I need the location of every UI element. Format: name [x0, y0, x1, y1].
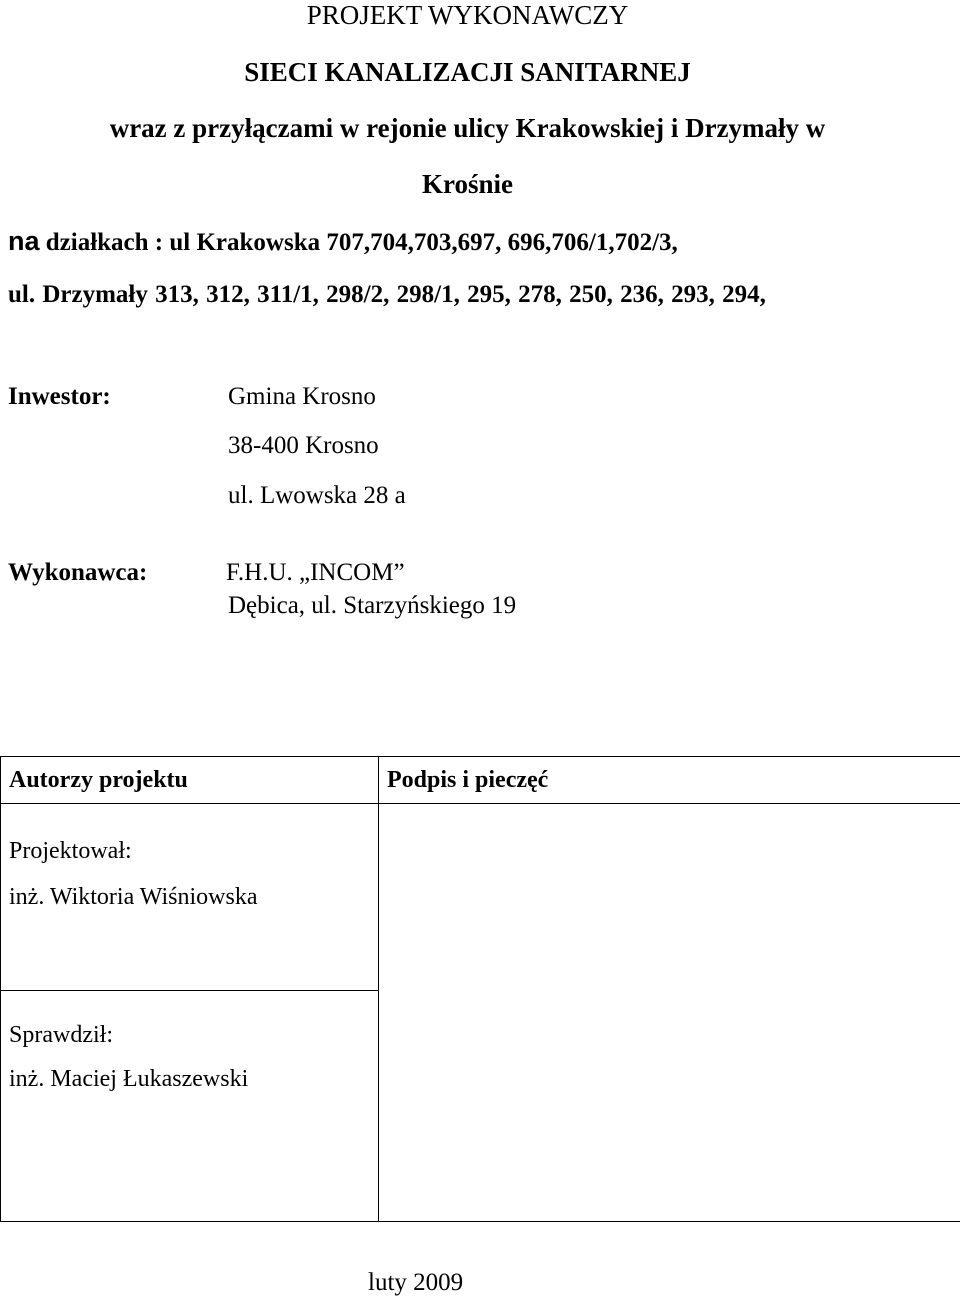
plots-line-1 [8, 226, 678, 257]
investor-street: ul. Lwowska 28 a [228, 482, 406, 509]
plots-line-1-text: działkach : ul Krakowska 707,704,703,697, 696,706/1,702/3, [39, 229, 678, 256]
contractor-address: Dębica, ul. Starzyńskiego 19 [228, 592, 517, 619]
designed-name: inż. Wiktoria Wiśniowska [9, 884, 258, 910]
checked-cell [1, 991, 379, 1222]
stamp-area [379, 804, 960, 1222]
signature-table [0, 756, 960, 1222]
title-line-4: Krośnie [421, 169, 513, 199]
contractor-name: F.H.U. „INCOM” [226, 559, 405, 586]
plots-line-2: ul. Drzymały 313, 312, 311/1, 298/2, 298/1, 295, 278, 250, 236, 293, 294, [8, 281, 766, 308]
investor-name: Gmina Krosno [228, 383, 376, 410]
designed-label: Projektował: [9, 838, 132, 864]
investor-label: Inwestor: [8, 383, 111, 410]
checked-name: inż. Maciej Łukaszewski [9, 1066, 249, 1092]
signature-table-header [1, 757, 960, 804]
checked-label: Sprawdził: [9, 1022, 113, 1048]
title-line-1: PROJEKT WYKONAWCZY [306, 0, 629, 30]
stamp-header: Podpis i pieczęć [379, 757, 960, 804]
contractor-label: Wykonawca: [8, 559, 148, 586]
title-line-2: SIECI KANALIZACJI SANITARNEJ [244, 57, 691, 87]
designed-cell [1, 804, 379, 991]
authors-header: Autorzy projektu [1, 757, 379, 804]
document-date: luty 2009 [368, 1269, 464, 1296]
investor-city: 38-400 Krosno [228, 432, 379, 459]
designed-row [1, 804, 960, 991]
title-line-3: wraz z przyłączami w rejonie ulicy Krakowskiej i Drzymały w [109, 113, 826, 143]
plots-prefix: na [8, 226, 40, 256]
